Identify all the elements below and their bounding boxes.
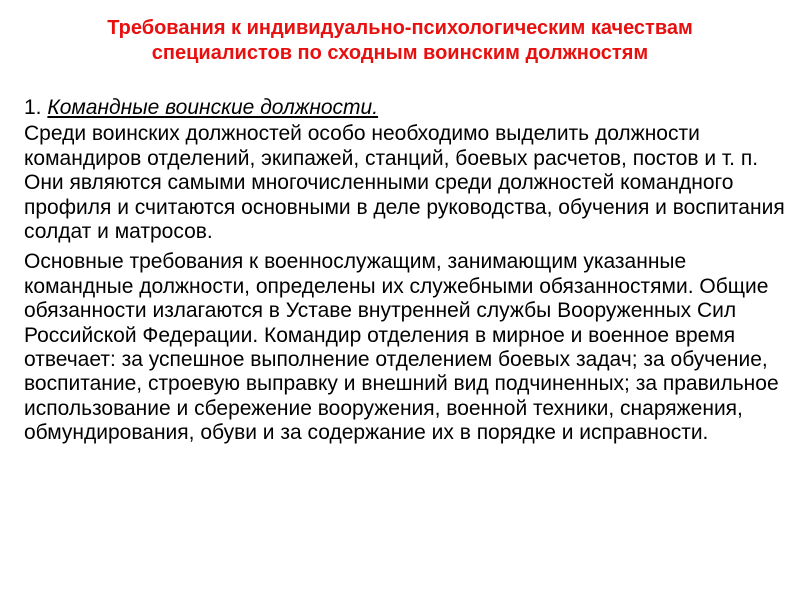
section-number: 1. (24, 96, 42, 119)
section-heading (24, 96, 786, 120)
slide-title: Требования к индивидуально-психологическим качествам специалистов по сходным воинским должностям (107, 17, 693, 64)
paragraph-2: Основные требования к военнослужащим, занимающим указанные командные должности, определены их служебными обязанностями. Общие обязанности излагаются в Уставе внутренней службы Вооруженных Сил Российской Федерации. Командир отделения в мирное и военное время отвечает: за успешное выполнение отделением боевых задач; за обучение, воспитание, строевую выправку и внешний вид подчиненных; за правильное использование и сбережение вооружения, военной техники, снаряжения, обмундирования, обуви и за содержание их в порядке и исправности. (24, 250, 779, 445)
slide-body (24, 96, 786, 446)
section-heading-text: Командные воинские должности. (47, 96, 379, 119)
paragraph-1: Среди воинских должностей особо необходимо выделить должности командиров отделений, экипажей, станций, боевых расчетов, постов и т. п. Они являются самыми многочисленными среди должностей командного профиля и считаются основными в деле руководства, обучения и воспитания солдат и матросов. (24, 122, 785, 244)
